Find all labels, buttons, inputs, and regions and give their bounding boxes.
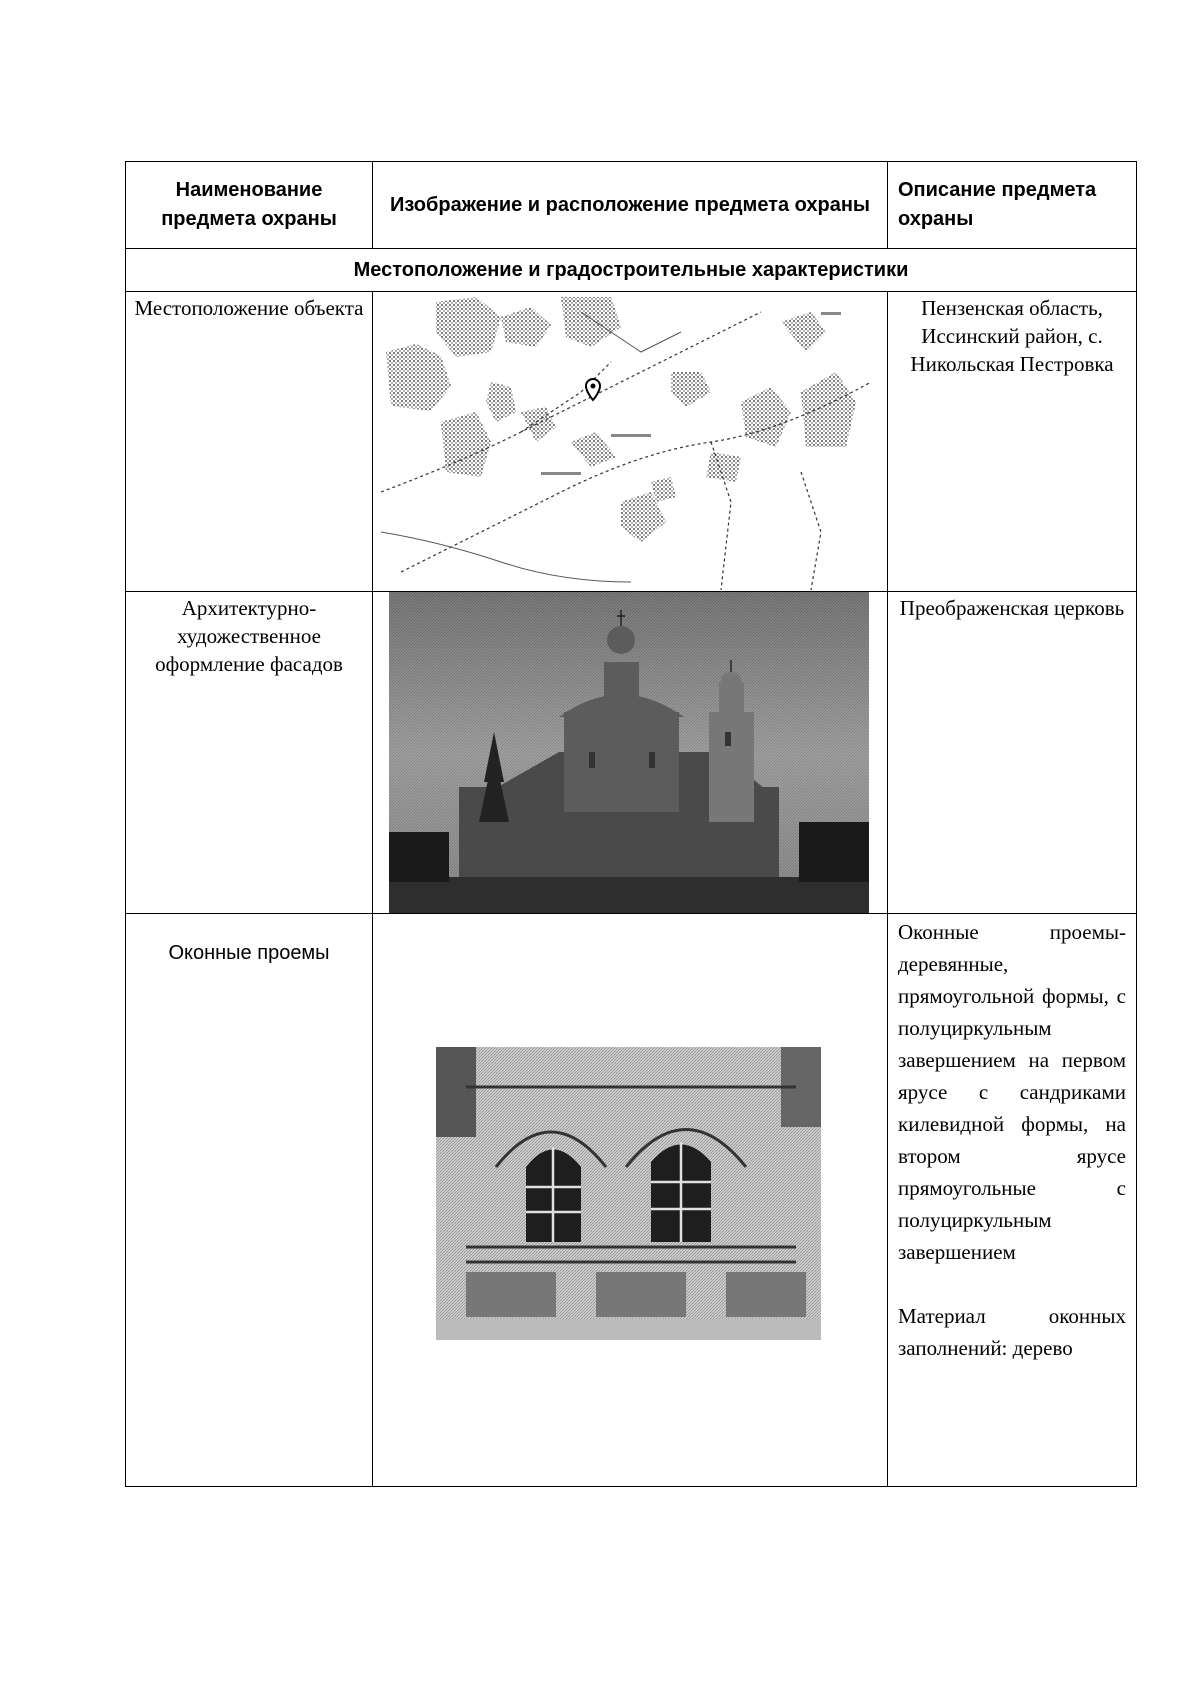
section-title: Местоположение и градостроительные характеристики bbox=[126, 249, 1137, 292]
header-name: Наименование предмета охраны bbox=[126, 162, 373, 249]
church-photo-cell bbox=[373, 592, 888, 914]
protection-table bbox=[125, 161, 1137, 1487]
row-name: Оконные проемы bbox=[126, 914, 373, 1487]
map-image-cell bbox=[373, 292, 888, 592]
description-paragraph: Материал оконных заполнений: дерево bbox=[898, 1304, 1126, 1360]
row-name: Архитектурно-художественное оформление фасадов bbox=[126, 592, 373, 914]
row-description: Пензенская область, Иссинский район, с. Никольская Пестровка bbox=[888, 292, 1137, 592]
header-image: Изображение и расположение предмета охраны bbox=[373, 162, 888, 249]
table-row bbox=[126, 914, 1137, 1487]
church-photo bbox=[389, 592, 869, 913]
header-row bbox=[126, 162, 1137, 249]
windows-photo-cell bbox=[373, 914, 888, 1487]
section-row bbox=[126, 249, 1137, 292]
row-name: Местоположение объекта bbox=[126, 292, 373, 592]
row-description: Преображенская церковь bbox=[888, 592, 1137, 914]
table-row bbox=[126, 592, 1137, 914]
map-image bbox=[381, 292, 877, 590]
windows-photo bbox=[436, 1047, 821, 1340]
header-description: Описание предмета охраны bbox=[888, 162, 1137, 249]
row-description bbox=[888, 914, 1137, 1487]
description-paragraph: Оконные проемы-деревянные, прямоугольной формы, с полуциркульным завершением на первом ярусе с сандриками килевидной формы, на втором ярусе прямоугольные с полуциркульным завершением bbox=[898, 920, 1126, 1264]
table-row bbox=[126, 292, 1137, 592]
